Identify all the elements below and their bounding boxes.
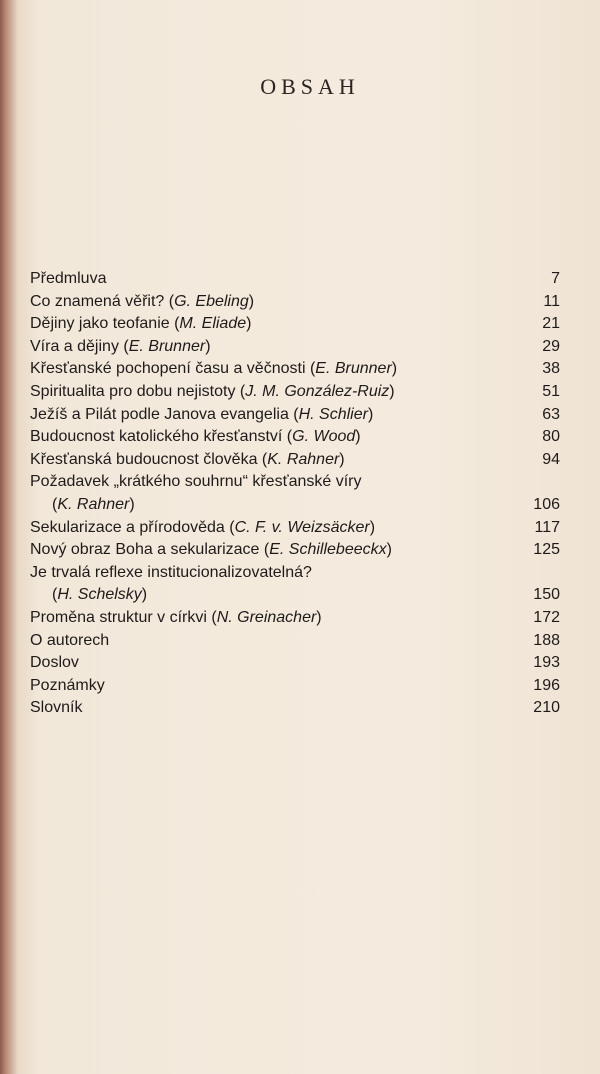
entry-page-number: 188 — [533, 631, 560, 649]
toc-entry — [30, 494, 560, 517]
entry-title-text: Je trvalá reflexe institucionalizovatelná? — [30, 563, 312, 581]
entry-page-number: 106 — [533, 495, 560, 513]
toc-entry-title — [30, 291, 254, 314]
entry-title-text: Křesťanská budoucnost člověka ( — [30, 450, 268, 468]
toc-entry — [30, 404, 560, 427]
entry-title-text: Budoucnost katolického křesťanství ( — [30, 428, 293, 446]
toc-entry-title — [30, 494, 135, 517]
entry-page-number: 125 — [533, 541, 560, 559]
toc-entry-title — [30, 607, 322, 630]
entry-title-text: Poznámky — [30, 676, 105, 694]
toc-entry — [30, 358, 560, 381]
toc-entry-title — [30, 336, 211, 359]
table-of-contents — [30, 268, 560, 720]
toc-entry — [30, 426, 560, 449]
entry-title-text: ( — [52, 586, 58, 604]
entry-author: E. Brunner — [128, 337, 206, 355]
toc-entry-title — [30, 426, 361, 449]
entry-title-text: Slovník — [30, 699, 83, 717]
entry-page-number: 196 — [533, 676, 560, 694]
toc-entry-title — [30, 630, 109, 653]
entry-author: E. Schillebeeckx — [269, 541, 387, 559]
entry-title-text: Předmluva — [30, 270, 107, 287]
entry-tail: ) — [355, 428, 361, 446]
entry-title-text: Proměna struktur v církvi ( — [30, 608, 217, 626]
entry-author: H. Schlier — [298, 405, 368, 423]
entry-page-number: 51 — [542, 382, 560, 400]
entry-author: E. Brunner — [315, 360, 392, 378]
entry-author: N. Greinacher — [216, 608, 317, 626]
entry-tail: ) — [369, 518, 376, 536]
entry-page-number: 21 — [542, 315, 560, 333]
toc-entry — [30, 449, 560, 472]
toc-entry-title — [30, 404, 373, 427]
toc-entry-title — [30, 652, 79, 675]
toc-entry-title — [30, 584, 147, 607]
entry-tail: ) — [339, 450, 345, 468]
toc-entry-title — [30, 539, 392, 562]
entry-title-text: Spiritualita pro dobu nejistoty ( — [30, 382, 246, 400]
toc-entry-title — [30, 471, 361, 494]
entry-title-text: Doslov — [30, 654, 79, 672]
toc-entry — [30, 268, 560, 291]
entry-page-number: 172 — [533, 608, 560, 626]
entry-page-number: 29 — [542, 337, 560, 355]
toc-entry — [30, 539, 560, 562]
toc-entry — [30, 336, 560, 359]
entry-title-text: Ježíš a Pilát podle Janova evangelia ( — [30, 405, 299, 423]
entry-title-text: Co znamená věřit? ( — [30, 292, 175, 310]
entry-title-text: Požadavek „krátkého souhrnu“ křesťanské víry — [30, 473, 362, 491]
toc-entry — [30, 675, 560, 698]
entry-page-number: 7 — [551, 270, 560, 287]
entry-author: H. Schelsky — [57, 586, 142, 604]
toc-entry-title — [30, 562, 312, 585]
entry-tail: ) — [367, 405, 374, 423]
entry-page-number: 11 — [543, 292, 560, 310]
toc-entry — [30, 471, 560, 494]
entry-title-text: Sekularizace a přírodověda ( — [30, 518, 235, 536]
entry-tail: ) — [391, 360, 398, 378]
entry-title-text: ( — [52, 495, 58, 513]
toc-entry — [30, 652, 560, 675]
toc-entry-title — [30, 313, 251, 336]
toc-entry — [30, 381, 560, 404]
toc-entry — [30, 607, 560, 630]
toc-entry — [30, 630, 560, 653]
entry-author: K. Rahner — [267, 450, 340, 468]
toc-entry-title — [30, 675, 105, 698]
entry-author: C. F. v. Weizsäcker — [234, 518, 370, 536]
toc-entry — [30, 517, 560, 540]
entry-title-text: Dějiny jako teofanie ( — [30, 315, 180, 333]
entry-author: G. Ebeling — [174, 292, 249, 310]
entry-page-number: 38 — [542, 360, 560, 378]
toc-entry-title — [30, 381, 395, 404]
toc-entry-title — [30, 358, 397, 381]
entry-page-number: 210 — [533, 699, 560, 717]
page-title: OBSAH — [260, 74, 360, 99]
entry-page-number: 150 — [533, 586, 560, 604]
toc-entry — [30, 562, 560, 585]
entry-page-number: 193 — [533, 654, 560, 672]
entry-author: K. Rahner — [57, 495, 130, 513]
entry-tail: ) — [141, 586, 148, 604]
entry-tail: ) — [246, 315, 252, 333]
toc-entry-title — [30, 268, 106, 291]
entry-tail: ) — [389, 382, 395, 400]
entry-title-text: Křesťanské pochopení času a věčnosti ( — [30, 360, 316, 378]
entry-tail: ) — [248, 292, 255, 310]
entry-tail: ) — [129, 495, 135, 513]
entry-title-text: Víra a dějiny ( — [30, 337, 129, 355]
toc-entry — [30, 584, 560, 607]
toc-entry — [30, 313, 560, 336]
toc-entry — [30, 697, 560, 720]
toc-entry-title — [30, 449, 345, 472]
entry-page-number: 94 — [542, 450, 560, 468]
entry-title-text: Nový obraz Boha a sekularizace ( — [30, 541, 270, 559]
entry-page-number: 63 — [542, 405, 560, 423]
entry-tail: ) — [205, 337, 211, 355]
entry-tail: ) — [316, 608, 322, 626]
entry-tail: ) — [386, 541, 392, 559]
toc-entry-title — [30, 517, 375, 540]
entry-page-number: 117 — [534, 518, 560, 536]
entry-page-number: 80 — [542, 428, 560, 446]
toc-entry — [30, 291, 560, 314]
entry-author: M. Eliade — [179, 315, 247, 333]
entry-author: G. Wood — [292, 428, 356, 446]
entry-title-text: O autorech — [30, 631, 110, 649]
entry-author: J. M. González-Ruiz — [245, 382, 390, 400]
toc-entry-title — [30, 697, 82, 720]
